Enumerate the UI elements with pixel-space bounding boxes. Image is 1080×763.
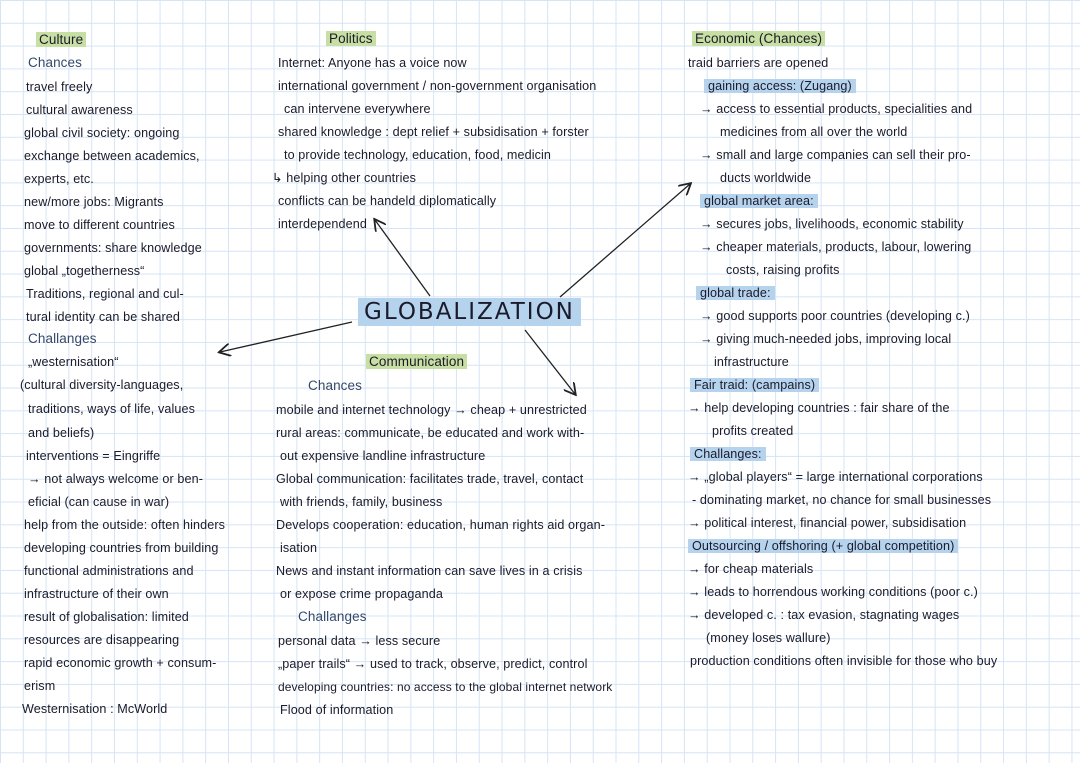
communication-line: out expensive landline infrastructure [280,449,486,463]
economic-subhead: Outsourcing / offshoring (+ global competition) [688,539,958,553]
culture-line: help from the outside: often hinders [24,518,226,532]
politics-heading: Politics [326,31,376,46]
culture-line: rapid economic growth + consum- [24,656,217,670]
economic-line: → small and large companies can sell their pro- [700,148,971,162]
culture-chances-label: Chances [28,55,82,70]
culture-line: functional administrations and [24,564,194,578]
culture-line: exchange between academics, [24,149,200,163]
politics-line: interdependend [278,217,367,231]
culture-line: infrastructure of their own [24,587,169,601]
economic-subhead: Challanges: [690,447,766,461]
arrow-to-economic [560,184,690,297]
economic-line: → cheaper materials, products, labour, lowering [700,240,972,254]
politics-line: international government / non-government organisation [278,79,597,93]
economic-line: medicines from all over the world [720,125,908,139]
economic-line: (money loses wallure) [706,631,831,645]
politics-line: ↳ helping other countries [272,171,416,185]
economic-subhead: global trade: [696,286,775,300]
culture-line: Traditions, regional and cul- [26,287,184,301]
communication-line: News and instant information can save lives in a crisis [276,564,583,578]
culture-line: global „togetherness“ [24,264,145,278]
culture-line: eficial (can cause in war) [28,495,170,509]
communication-line: mobile and internet technology → cheap + unrestricted [276,403,587,417]
economic-line: → developed c. : tax evasion, stagnating wages [688,608,960,622]
culture-line: cultural awareness [26,103,133,117]
culture-line: tural identity can be shared [26,310,181,324]
culture-line: Westernisation : McWorld [22,702,168,716]
economic-subhead: Fair traid: (campains) [690,378,819,392]
economic-line: ducts worldwide [720,171,812,185]
politics-line: conflicts can be handeld diplomatically [278,194,497,208]
culture-challenges-label: Challanges [28,331,97,346]
economic-line: production conditions often invisible for those who buy [690,654,998,668]
culture-line: new/more jobs: Migrants [24,195,164,209]
economic-line: → secures jobs, livelihoods, economic stability [700,217,964,231]
communication-line: or expose crime propaganda [280,587,443,601]
economic-line: - dominating market, no chance for small businesses [692,493,992,507]
politics-line: to provide technology, education, food, medicin [284,148,552,162]
politics-line: Internet: Anyone has a voice now [278,56,467,70]
culture-line: interventions = Eingriffe [26,449,161,463]
economic-line: traid barriers are opened [688,56,829,70]
economic-line: costs, raising profits [726,263,840,277]
economic-subhead: gaining access: (Zugang) [704,79,856,93]
communication-chances-label: Chances [308,378,362,393]
communication-challenges-label: Challanges [298,609,367,624]
culture-line: and beliefs) [28,426,95,440]
economic-line: → for cheap materials [688,562,814,576]
economic-line: → help developing countries : fair share of the [688,401,950,415]
economic-line: → access to essential products, specialities and [700,102,973,116]
politics-line: shared knowledge : dept relief + subsidisation + forster [278,125,589,139]
culture-line: move to different countries [24,218,175,232]
economic-subhead: global market area: [700,194,818,208]
communication-line: with friends, family, business [280,495,443,509]
economic-heading: Economic (Chances) [692,31,825,46]
communication-line: „paper trails“ → used to track, observe, predict, control [278,657,588,671]
communication-line: rural areas: communicate, be educated and work with- [276,426,585,440]
communication-line: personal data → less secure [278,634,441,648]
culture-line: erism [24,679,56,693]
communication-line: Develops cooperation: education, human rights aid organ- [276,518,606,532]
arrow-to-politics [375,220,430,296]
culture-line: „westernisation“ [28,355,119,369]
culture-line: experts, etc. [24,172,94,186]
economic-line: → good supports poor countries (developing c.) [700,309,970,323]
culture-line: governments: share knowledge [24,241,202,255]
culture-heading: Culture [36,32,86,47]
economic-line: → giving much-needed jobs, improving local [700,332,952,346]
culture-line: resources are disappearing [24,633,180,647]
culture-line: traditions, ways of life, values [28,402,195,416]
culture-line: result of globalisation: limited [24,610,189,624]
politics-line: can intervene everywhere [284,102,431,116]
communication-heading: Communication [366,354,467,369]
economic-line: profits created [712,424,794,438]
arrow-to-communication [525,330,575,394]
economic-line: → „global players“ = large international corporations [688,470,983,484]
arrow-to-culture [220,322,352,352]
page-title: GLOBALIZATION [358,298,581,326]
communication-line: Flood of information [280,703,394,717]
communication-line: isation [280,541,318,555]
communication-line: Global communication: facilitates trade, travel, contact [276,472,584,486]
economic-line: → political interest, financial power, subsidisation [688,516,967,530]
economic-line: → leads to horrendous working conditions (poor c.) [688,585,978,599]
economic-line: infrastructure [714,355,789,369]
culture-line: travel freely [26,80,93,94]
culture-line: global civil society: ongoing [24,126,180,140]
culture-line: developing countries from building [24,541,219,555]
culture-line: → not always welcome or ben- [28,472,203,486]
culture-line: (cultural diversity-languages, [20,378,184,392]
communication-line: developing countries: no access to the global internet network [278,680,613,694]
